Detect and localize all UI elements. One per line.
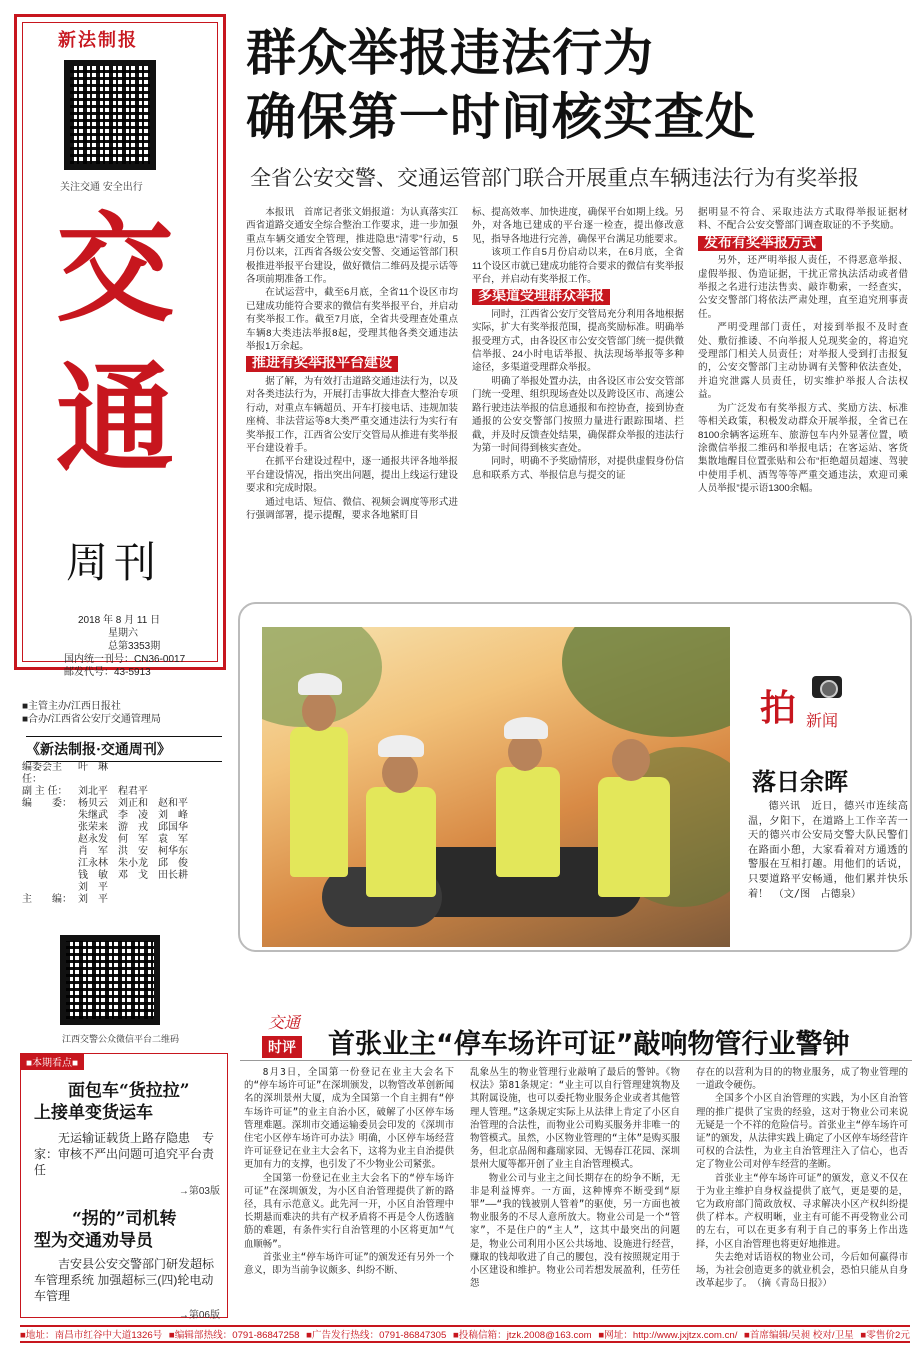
index-page-ref: →第03版: [178, 1186, 220, 1197]
paper-name: 新法制报: [58, 30, 138, 51]
photo-caption: [748, 800, 908, 902]
footer-edit-hotline: ■编辑部热线：0791-86847258: [168, 1330, 300, 1341]
section-heading: 发布有奖举报方式: [698, 236, 822, 251]
commentary-column-1: [244, 1066, 454, 1318]
footer-bar: [20, 1325, 910, 1343]
staff-row: [22, 834, 222, 846]
officer-head: [612, 739, 650, 781]
lead-headline-line-1: 群众举报违法行为: [246, 24, 654, 82]
commentary-column-2: [470, 1066, 680, 1318]
staff-names: 赵永发 何 军 袁 军: [78, 834, 188, 845]
staff-row: [22, 870, 222, 882]
paragraph: 另外，还严明举报人责任，不得恶意举报、虚假举报、伪造证据，干扰正常执法活动或者借举报之名进行违法售卖、敲诈勒索，一经查实，公安交警部门将依法严肃处理，直至追究刑事责任。: [698, 255, 908, 320]
section-heading: 多渠道受理群众举报: [472, 289, 610, 304]
footer-editors: ■首席编辑/吴昶 校对/卫星: [744, 1330, 854, 1341]
index-headline: 面包车“货拉拉”: [68, 1081, 190, 1101]
paragraph: 在试运营中，截至6月底，全省11个设区市均已建成功能符合要求的微信有奖举报平台，并启动有奖举报工作。截至7月底，全省共受理查处重点车辆8大类违法举报8起，受理其他各类交通违法举报1万余起。: [246, 287, 458, 353]
paragraph: 失去绝对话语权的物业公司，今后如何赢得市场，为社会创造更多的就业机会，恐怕只能从自身改革起步了。 （摘《青岛日报》）: [696, 1251, 908, 1290]
tree-foliage: [562, 627, 730, 737]
paragraph: 全国第一份登记在业主大会名下的“停车场许可证”在深圳颁发，为小区自治管理提供了新的路径，具有示范意义。此先河一开，小区自治管理中长期悬而难决的共有产权矛盾将不再是令人伤透脑筋的难题，有条件实行自治管理的小区将更加“气血顺畅”。: [244, 1172, 454, 1250]
issue-cn-number: 国内统一刊号：CN36-0017: [64, 654, 186, 665]
footer-email[interactable]: ■投稿信箱：jtzk.2008@163.com: [452, 1330, 592, 1341]
staff-row: [22, 846, 222, 858]
officer-cap: [298, 673, 342, 695]
paragraph: 8月3日，全国第一份登记在业主大会名下的“停车场许可证”在深圳颁发，以物管改革创新闻名的深圳景州大厦，成为全国第一个自主拥有“停车场许可证”的业主自治小区，破解了小区停车场管理难题。深圳市交通运输委员会印发的《深圳市住宅小区停车场许可办法》明确，小区停车场经营许可证登记在业主大会名下，这将为业主自治提供更加有力的支撑，也引发了不少物业公司紧张。: [244, 1067, 454, 1171]
qr-caption: 关注交通 安全出行: [60, 182, 143, 193]
issue-weekday: 星期六: [108, 628, 138, 639]
staff-row: [22, 882, 222, 894]
paragraph: 据了解，为有效打击道路交通违法行为，以及对各类违法行为，开展打击事故大排查大整治专项行动，对重点车辆超员、开车打接电话、违规加装座椅、非法营运等8大类严重交通违法行为实行有奖举报工作，江西省公安厅交管局从推进有奖举报平台建设着手。: [246, 375, 458, 454]
paragraph: 本报讯 首席记者张文娟报道：为认真落实江西省道路交通安全综合整治工作要求，进一步加强重点车辆交通安全管理，推进隐患“清零”行动，5月份以来，江西省各级公安交警、交通运管部门积极推进举报平台建设，做好微信二维码及提示话等各项前期准备工作。: [246, 207, 458, 286]
staff-names: 刘 平: [78, 894, 108, 905]
commentary-logo: [262, 1010, 320, 1060]
staff-role: [22, 810, 78, 822]
news-photo: [262, 627, 730, 947]
staff-role: 编委会主任：: [22, 762, 62, 785]
issue-info: [64, 614, 186, 679]
staff-role: [22, 834, 78, 846]
staff-row: [22, 798, 222, 810]
officer-cap: [504, 717, 548, 739]
lead-column-1: [246, 206, 458, 546]
wechat-qr-code-icon: [60, 935, 160, 1025]
staff-role: [22, 858, 78, 870]
staff-role: 编 委：: [22, 798, 72, 809]
paragraph: 在抓平台建设过程中，逐一通报共评各地举报平台建设情况，指出突出问题，提出上线运行建设要求和完成时限。: [246, 456, 458, 495]
staff-list: [22, 762, 222, 906]
paragraph: 据明显不符合、采取违法方式取得举报证据材料、不配合公安交警部门调查取证的不予奖励。: [698, 207, 908, 232]
officer-cap: [378, 735, 424, 757]
officer-head: [382, 753, 418, 793]
staff-role: [22, 882, 78, 894]
masthead-title-char-2: 通: [56, 349, 175, 488]
paragraph: 明确了举报处置办法，由各设区市公安交管部门统一受理、组织现场查处以及跨设区市、高速公路行驶违法举报的信息通报和布控协查，接到协查通报的公安交警部门按照力量进行跟踪围堵、拦截，并及时反馈查处结果，确保群众举报的违法行为第一时间得到核实查处。: [472, 375, 684, 454]
staff-row: [22, 810, 222, 822]
wechat-qr-caption: 江西交警公众微信平台二维码: [62, 1034, 180, 1044]
staff-row: [22, 786, 222, 798]
colophon-paper-title: 《新法制报·交通周刊》: [26, 736, 222, 762]
caption-text: 德兴讯 近日，德兴市连续高温，夕阳下，在道路上工作辛苦一天的德兴市公安局交警大队民警们在路面小憩，大家看着对方通透的警服在互相打趣。用他们的话说，只要道路平安畅通，他们累并快乐着！ （文/图 占德泉）: [748, 801, 908, 900]
issue-postal-code: 邮发代号：43-5913: [64, 667, 151, 678]
index-item[interactable]: [34, 1080, 220, 1197]
staff-names: 杨贝云 刘正和 赵和平: [78, 798, 188, 809]
staff-names: 刘北平 程君平: [78, 786, 148, 797]
staff-row: [22, 894, 222, 906]
footer-price: ■零售价2元: [860, 1330, 910, 1341]
masthead-subtitle: 周刊: [66, 538, 163, 587]
index-tag: ■本期看点■: [20, 1053, 84, 1070]
staff-names: 钱 敏 邓 戈 田长耕: [78, 870, 188, 881]
masthead-title-char-1: 交: [56, 199, 175, 338]
paragraph: 为广泛发布有奖举报方式、奖励方法、标准等相关政策，积极发动群众开展举报，全省已在8100余辆客运班车、旅游包车内外显著位置，喷涂微信举报二维码和举报电话；在客运站、客货集散地醒目位置张贴和公布“拒绝超员超速、驾驶中使用手机、酒驾等等严重交通违法，欢迎司乘人员举报”提示语1300余幅。: [698, 402, 908, 495]
sponsor-line: ■主管主办/江西日报社: [22, 701, 121, 712]
paragraph: 全国多个小区自治管理的实践，为小区自治管理的推广提供了宝贵的经验，这对于物业公司来说无疑是一个不祥的危险信号。首张业主“停车场许可证”的颁发，从法律实践上确定了小区停车场经营许可权的合法性，为业主自治管理注入了信心，也否定了物业公司对停车经营的垄断。: [696, 1093, 908, 1171]
lead-column-3: [698, 206, 908, 546]
section-heading: 推进有奖举报平台建设: [246, 356, 398, 371]
officer-figure: [290, 727, 348, 877]
sponsor-line: ■合办/江西省公安厅交通管理局: [22, 714, 161, 725]
paragraph: 通过电话、短信、微信、视频会调度等形式进行强调部署，提示提醒，要求各地紧盯目: [246, 496, 458, 521]
footer-website[interactable]: ■网址：http://www.jxjtzx.com.cn/: [598, 1330, 738, 1341]
index-headline: 上接单变货运车: [34, 1103, 153, 1123]
staff-role: [22, 870, 78, 882]
staff-names: 江永林 朱小龙 邱 俊: [78, 858, 188, 869]
index-headline: 型为交通劝导员: [34, 1231, 153, 1251]
staff-names: 朱继武 李 凌 刘 峰: [78, 810, 188, 821]
paragraph: 乱象丛生的物业管理行业敲响了最后的警钟。《物权法》第81条规定：“业主可以自行管理建筑物及其附属设施，也可以委托物业服务企业或者其他管理人管理。”这条规定实际上从法律上肯定了小区自治管理的合法性，而物业公司购买服务并非唯一的物管模式。虽然，小区物业管理的“主体”是购买服务，但北京品阁和鑫瑞家园、无锡春江花园、深圳景州大厦等都开创了业主自治管理模式。: [470, 1067, 680, 1171]
commentary-logo-top: 交通: [268, 1013, 301, 1032]
index-summary: 无运输证载货上路存隐患 专家：审核不严出问题可追究平台责任: [34, 1131, 215, 1177]
paragraph: 首张业主“停车场许可证”的颁发还有另外一个意义，即为当前争议颇多、纠纷不断、: [244, 1251, 454, 1277]
commentary-column-3: [696, 1066, 908, 1318]
issue-total: 总第3353期: [108, 641, 161, 652]
staff-row: [22, 858, 222, 870]
index-page-ref: →第06版: [178, 1310, 220, 1321]
staff-names: 叶 琳: [78, 762, 108, 773]
staff-row: [22, 822, 222, 834]
sponsor-block: [22, 700, 222, 726]
paragraph: 该项工作自5月份启动以来，在6月底，全省11个设区市就已建成功能符合要求的微信有奖举报平台，并启动有奖举报工作。: [472, 247, 684, 286]
paragraph: 标、提高效率、加快进度，确保平台如期上线。另外，对各地已建成的平台逐一检查，提出修改意见，指导各地进行完善，确保平台满足功能要求。: [472, 207, 684, 245]
qr-code-icon: [64, 60, 156, 170]
officer-figure: [366, 787, 436, 897]
staff-role: [22, 846, 78, 858]
index-summary: 吉安县公安交警部门研发超标车管理系统 加强超标三(四)轮电动车管理: [34, 1257, 215, 1303]
staff-role: 副 主 任：: [22, 786, 68, 797]
staff-role: [22, 822, 78, 834]
staff-names: 张荣来 游 戎 邱国华: [78, 822, 188, 833]
issue-date: 2018 年 8 月 11 日: [78, 615, 161, 626]
pai-news-logo-sub: 新闻: [806, 711, 839, 730]
paragraph: 同时，江西省公安厅交管局充分利用各地根据实际，扩大有奖举报范围，提高奖励标准。明确举报受理方式，由各设区市公安交管部门统一提供微信举报、24小时电话举报、执法现场举报等多种途径，多渠道受理群众举报。: [472, 308, 684, 374]
paragraph: 存在的以营利为目的的物业服务，成了物业管理的一道政令硬伤。: [696, 1067, 908, 1092]
lead-headline-line-2: 确保第一时间核实查处: [246, 88, 756, 146]
lead-column-2: [472, 206, 684, 546]
index-headline: “拐的”司机转: [72, 1209, 177, 1229]
paragraph: 同时，明确不予奖励情形，对提供虚假身份信息和联系方式、举报信息与提交的证: [472, 456, 684, 481]
staff-role: 主 编：: [22, 894, 72, 905]
officer-head: [302, 691, 336, 731]
divider: [240, 1060, 912, 1061]
footer-address: ■地址：南昌市红谷中大道1326号: [20, 1330, 163, 1341]
staff-row: [22, 762, 222, 786]
index-item[interactable]: [34, 1208, 220, 1321]
commentary-headline: 首张业主“停车场许可证”敲响物管行业警钟: [328, 1029, 850, 1060]
lead-subhead: 全省公安交警、交通运管部门联合开展重点车辆违法行为有奖举报: [250, 166, 859, 190]
paragraph: 首张业主“停车场许可证”的颁发，意义不仅在于为业主维护自身权益提供了底气，更是要的是，它为政府部门简政放权、寻求解决小区产权纠纷提供了样本。产权明晰，业主有可能不再受物业公司的左右，可以在更多有利于自己的事务上作出选择，小区自治管理也将更好地推进。: [696, 1172, 908, 1250]
paragraph: 严明受理部门责任，对接到举报不及时查处、敷衍推诿、不向举报人兑现奖金的，将追究受理部门相关人员责任；对举报人受到打击报复的，公安交警部门主动协调有关警种依法查处，并追究泄露人员责任，切实维护举报人合法权益。: [698, 322, 908, 401]
commentary-logo-bottom: 时评: [262, 1036, 302, 1058]
staff-names: 肖 军 洪 安 柯华东: [78, 846, 188, 857]
photo-title: 落日余晖: [752, 768, 848, 796]
paragraph: 物业公司与业主之间长期存在的纷争不断，无非是利益博弈。一方面，这种博弈不断受到“原罪”——“我的钱被别人管着”的驱使，另一方面也被物业服务的不尽人意所放大。物业公司是一个“管家”，不是住户的“主人”，这其中最突出的问题是，物业公司利用小区公共场地、设施进行经营，赚取的钱却收进了自己的腰包，没有按照规定用于小区建设和维护。物业公司若想发展盈利，任劳任怨: [470, 1172, 680, 1290]
staff-names: 刘 平: [78, 882, 108, 893]
officer-figure: [496, 767, 560, 877]
officer-figure: [598, 777, 670, 897]
pai-news-logo: 拍: [760, 688, 797, 729]
footer-ad-hotline: ■广告发行热线：0791-86847305: [306, 1330, 447, 1341]
camera-icon: [812, 676, 842, 698]
